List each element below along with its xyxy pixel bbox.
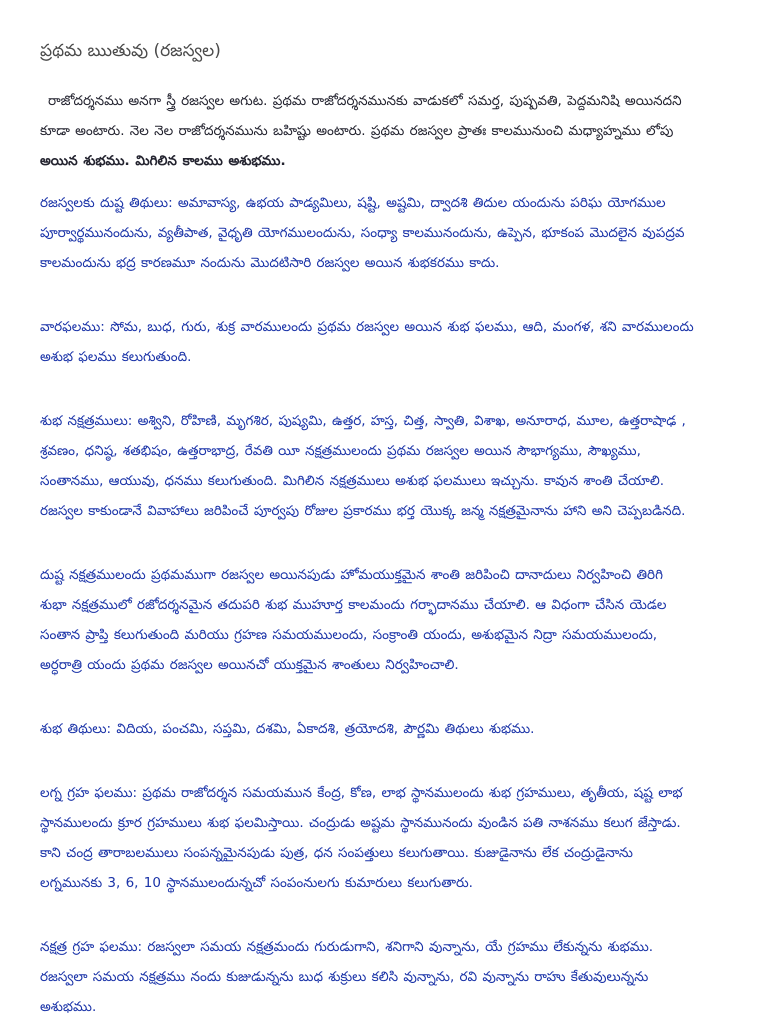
paragraph-line: అశుభ ఫలము కలుగుతుంది. (40, 349, 192, 365)
paragraph-line: శుభ నక్షత్రములు: అశ్విని, రోహిణి, మృగశిర, పుష్యమి, ఉత్తర, హస్త, చిత్త, స్వాతి, విశాఖ, అనూరాధ, మూల, ఉత్తరాషాఢ , (40, 413, 686, 429)
paragraph-line: కాని చంద్ర తారాబలములు సంపన్నమైనపుడు పుత్ర, ధన సంపత్తులు కలుగుతాయి. కుజుడైనాను లేక చంద్రుడైనాను (40, 845, 633, 861)
paragraph-line: కూడా అంటారు. నెల నెల రాజోదర్శనమును బహిష్టు అంటారు. ప్రథమ రజస్వల ప్రాతః కాలమునుంచి మధ్యాహ్నము లోపు (40, 123, 674, 139)
paragraph-line: స్థానములందు క్రూర గ్రహములు శుభ ఫలమిస్తాయి. చంద్రుడు అష్టమ స్థానమునందు వుండిన పతి నాశనము కలుగ జేస్తాడు. (40, 815, 681, 831)
paragraph-line: వారఫలము: సోమ, బుధ, గురు, శుక్ర వారములందు ప్రథమ రజస్వల అయిన శుభ ఫలము, ఆది, మంగళ, శని వారములందు (40, 319, 694, 335)
paragraph-shubha-tithulu (40, 714, 738, 744)
paragraph-line: నక్షత్ర గ్రహ ఫలము: రజస్వలా సమయ నక్షత్రమందు గురుడుగాని, శనిగాని వున్నాను, యే గ్రహము లేకున్నను శుభము. (40, 939, 654, 955)
paragraph-nakshatra-graha-phalamu (40, 932, 738, 1022)
paragraph-line: అశుభము. (40, 999, 97, 1015)
paragraph-line: శుభా నక్షత్రములో రజోదర్శనమైన తదుపరి శుభ ముహూర్త కాలమందు గర్భాదానము చేయాలి. ఆ విధంగా చేసిన యెడల (40, 597, 667, 613)
paragraph-dushta-tithulu (40, 188, 738, 278)
paragraph-line: శుభ తిథులు: విదియ, పంచమి, సప్తమి, దశమి, ఏకాదశి, త్రయోదశి, పౌర్ణమి తిథులు శుభము. (40, 721, 535, 737)
paragraph-line: లగ్న గ్రహ ఫలము: ప్రథమ రాజోదర్శన సమయమున కేంద్ర, కోణ, లాభ స్థానములందు శుభ గ్రహములు, తృతీయ, షష్ట లాభ (40, 785, 683, 801)
paragraph-line: రాజోదర్శనము అనగా స్త్రీ రజస్వల అగుట. ప్రథమ రాజోదర్శనమునకు వాడుకలో సమర్త, పుష్పవతి, పెద్దమనిషి అయినదని (48, 93, 682, 109)
paragraph-line: శ్రవణం, ధనిష్ఠ, శతభిషం, ఉత్తరాభాద్ర, రేవతి యీ నక్షత్రములందు ప్రథమ రజస్వల అయిన సౌభాగ్యము, సౌఖ్యము, (40, 443, 641, 459)
paragraph-line: సంతాన ప్రాప్తి కలుగుతుంది మరియు గ్రహణ సమయములందు, సంక్రాంతి యందు, అశుభమైన నిద్రా సమయములందు, (40, 627, 658, 643)
paragraph-line: కాలమందును భద్ర కారణమూ నందును మొదటిసారి రజస్వల అయిన శుభకరము కాదు. (40, 255, 500, 271)
paragraph-line: సంతానము, ఆయువు, ధనము కలుగుతుంది. మిగిలిన నక్షత్రములు అశుభ ఫలములు ఇచ్చును. కావున శాంతి చేయాలి. (40, 473, 665, 489)
paragraph-line: అయిన శుభము. మిగిలిన కాలము అశుభము. (40, 153, 286, 169)
paragraph-line: రజస్వల కాకుండానే వివాహాలు జరిపించే పూర్వపు రోజుల ప్రకారము భర్త యొక్క జన్మ నక్షత్రమైనాను హాని అని చెప్పబడినది. (40, 503, 686, 519)
paragraph-line: రజస్వలా సమయ నక్షత్రము నందు కుజుడున్నను బుధ శుక్రులు కలిసి వున్నాను, రవి వున్నాను రాహు కేతువులున్నను (40, 969, 649, 985)
paragraph-rajodarshanam (40, 86, 738, 176)
paragraph-line: దుష్ట నక్షత్రములందు ప్రథమముగా రజస్వల అయినపుడు హోమయుక్తమైన శాంతి జరిపించి దానాదులు నిర్వహించి తిరిగి (40, 567, 663, 583)
paragraph-vara-phalamu (40, 312, 738, 372)
paragraph-dushta-nakshatramulu (40, 560, 738, 680)
paragraph-line: లగ్నమునకు 3, 6, 10 స్థానములందున్నచో సంపంనులగు కుమారులు కలుగుతారు. (40, 875, 473, 891)
paragraph-line: పూర్వార్థమునందును, వ్యతీపాత, వైధృతి యోగములందును, సంధ్యా కాలమునందును, ఉప్పెన, భూకంప మొదలైన వుపద్రవ (40, 225, 685, 241)
paragraph-line: అర్ధరాత్రి యందు ప్రథమ రజస్వల అయినచో యుక్తమైన శాంతులు నిర్వహించాలి. (40, 657, 459, 673)
paragraph-shubha-nakshatramulu (40, 406, 738, 526)
paragraph-line: రజస్వలకు దుష్ట తిథులు: అమావాస్య, ఉభయ పాడ్యమిలు, షష్టి, అష్టమి, ద్వాదశి తిదుల యందును పరిఘ యోగముల (40, 195, 666, 211)
page-title: ప్రథమ ఋతువు (రజస్వల) (40, 41, 221, 61)
paragraph-lagna-graha-phalamu (40, 778, 738, 898)
